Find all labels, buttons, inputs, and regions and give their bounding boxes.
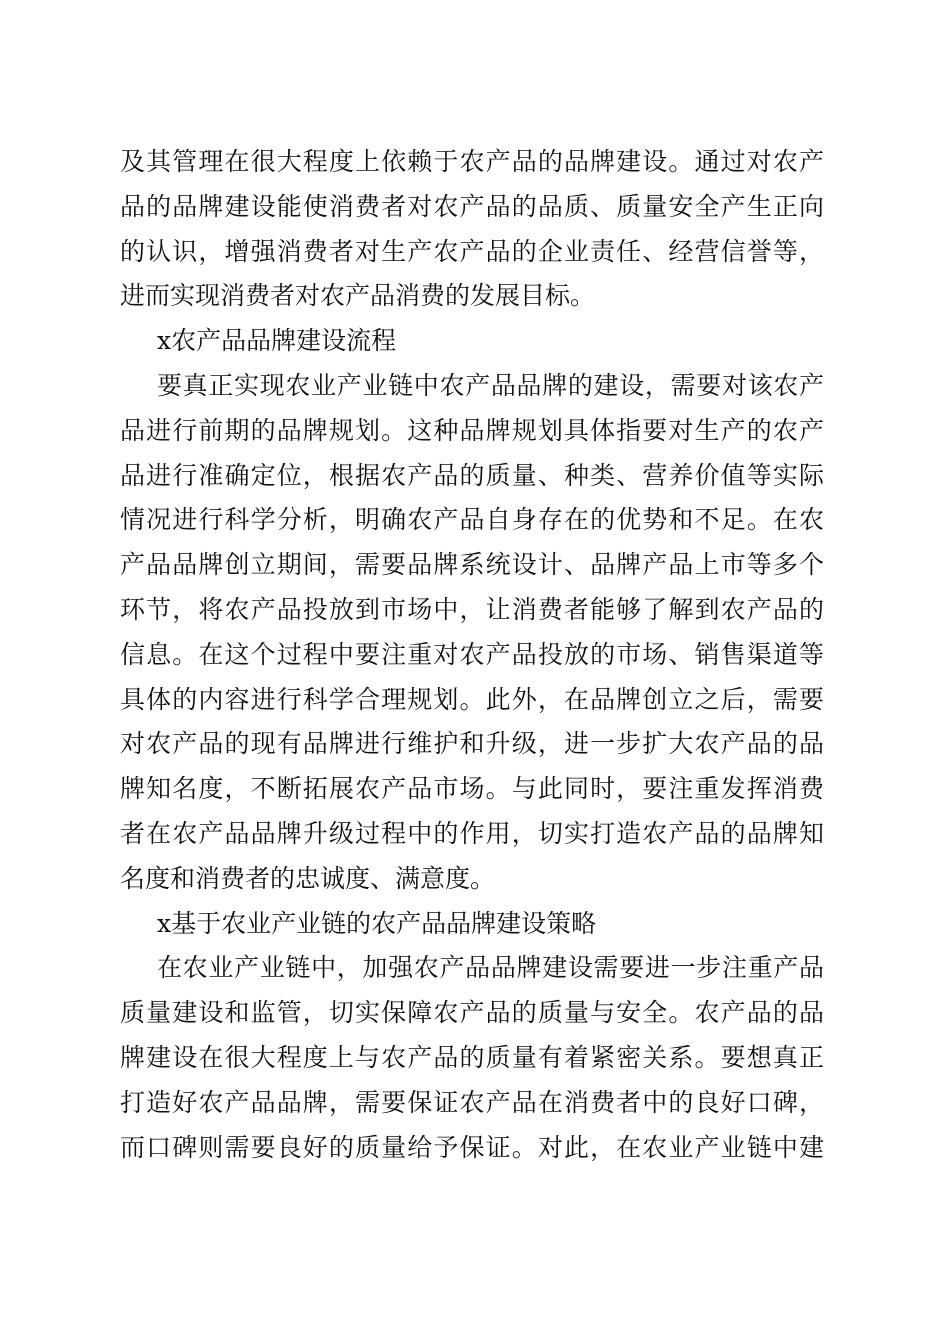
text-line: 信息。在这个过程中要注重对农产品投放的市场、销售渠道等: [120, 639, 824, 669]
heading-text: x农产品品牌建设流程: [157, 326, 397, 356]
text-line: 在农业产业链中，加强农产品品牌建设需要进一步注重产品: [157, 953, 824, 983]
text-line: 品的品牌建设能使消费者对农产品的品质、质量安全产生正向: [120, 191, 824, 221]
text-line: 名度和消费者的忠诚度、满意度。: [120, 863, 496, 893]
text-line: 的认识，增强消费者对生产农产品的企业责任、经营信誉等，: [120, 236, 824, 266]
text-line: 品进行前期的品牌规划。这种品牌规划具体指要对生产的农产: [120, 415, 824, 445]
text-line: 者在农产品品牌升级过程中的作用，切实打造农产品的品牌知: [120, 818, 824, 848]
text-line: 进而实现消费者对农产品消费的发展目标。: [120, 281, 596, 311]
text-line: 对农产品的现有品牌进行维护和升级，进一步扩大农产品的品: [120, 729, 824, 759]
text-line: 及其管理在很大程度上依赖于农产品的品牌建设。通过对农产: [120, 147, 824, 176]
text-line: 具体的内容进行科学合理规划。此外，在品牌创立之后，需要: [120, 684, 824, 714]
text-line: 品进行准确定位，根据农产品的质量、种类、营养价值等实际: [120, 460, 824, 490]
text-line: 情况进行科学分析，明确农产品自身存在的优势和不足。在农: [120, 505, 824, 535]
text-line: 牌知名度，不断拓展农产品市场。与此同时，要注重发挥消费: [120, 774, 824, 804]
section-heading: [120, 319, 824, 364]
text-line: 要真正实现农业产业链中农产品品牌的建设，需要对该农产: [157, 370, 824, 400]
text-line: 而口碑则需要良好的质量给予保证。对此，在农业产业链中建: [120, 1132, 824, 1162]
text-line: 产品品牌创立期间，需要品牌系统设计、品牌产品上市等多个: [120, 550, 824, 580]
paragraph: [120, 140, 824, 319]
text-line: 环节，将农产品投放到市场中，让消费者能够了解到农产品的: [120, 594, 824, 624]
paragraph: [120, 946, 824, 1170]
section-heading: [120, 902, 824, 947]
heading-text: x基于农业产业链的农产品品牌建设策略: [157, 908, 597, 938]
document-page: [120, 140, 824, 1170]
text-line: 打造好农产品品牌，需要保证农产品在消费者中的良好口碑，: [120, 1087, 824, 1117]
text-line: 质量建设和监管，切实保障农产品的质量与安全。农产品的品: [120, 998, 824, 1028]
text-line: 牌建设在很大程度上与农产品的质量有着紧密关系。要想真正: [120, 1042, 824, 1072]
paragraph: [120, 364, 824, 902]
